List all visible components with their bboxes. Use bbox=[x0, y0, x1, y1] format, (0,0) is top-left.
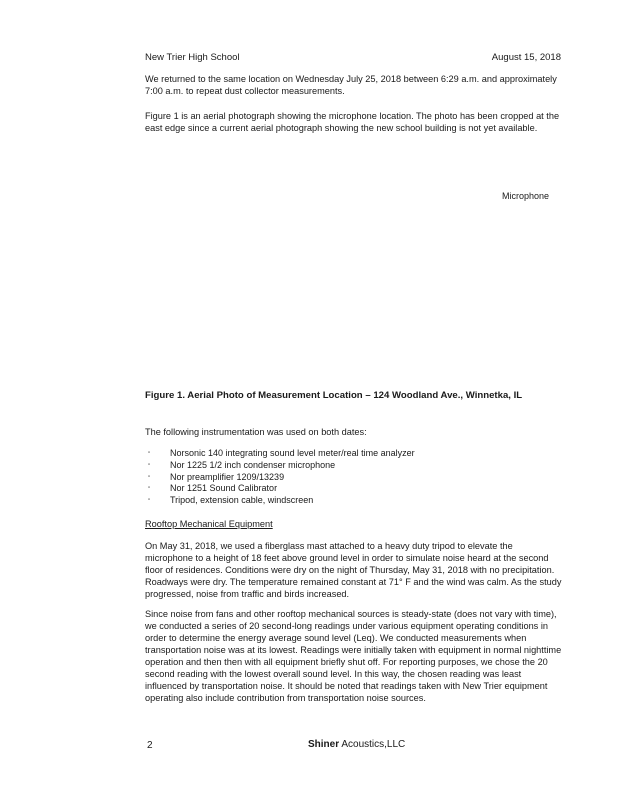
paragraph-measurement-method: Since noise from fans and other rooftop mechanical sources is steady-state (does not vary with time), we conducted a series of 20 second-long readings under various equipment operating conditions in order to determine the energy average sound level (Leq). We conducted measurements when transportation noise was at its lowest. Readings were initially taken with equipment in normal nighttime operation and then then with all equipment briefly shut off. For reporting purposes, we chose the 20 second reading with the lowest overall sound level. In this way, the chosen reading was least influenced by transportation noise. It should be noted that readings taken with New Trier equipment operating also include contribution from transportation noise sources. bbox=[145, 609, 562, 703]
bullet-icon: ▫ bbox=[148, 473, 151, 480]
brand-name-bold: Shiner bbox=[308, 739, 340, 750]
list-item: ▫ Nor preamplifier 1209/13239 bbox=[148, 471, 285, 482]
header-organization: New Trier High School bbox=[145, 52, 240, 63]
bullet-icon: ▫ bbox=[148, 497, 151, 504]
paragraph-measurement-setup: On May 31, 2018, we used a fiberglass mast attached to a heavy duty tripod to elevate the microphone to a height of 18 feet above ground level in order to simulate noise heard at the second floor of residences. Conditions were dry on the night of Thursday, May 31, 2018 with no precipitation. Roadways were dry. The temperature remained constant at 71° F and the wind was calm. As the study progressed, noise from traffic and birds increased. bbox=[145, 541, 562, 599]
header-date: August 15, 2018 bbox=[491, 52, 561, 63]
aerial-photo-area bbox=[145, 150, 563, 382]
figure-caption: Figure 1. Aerial Photo of Measurement Location – 124 Woodland Ave., Winnetka, IL bbox=[145, 390, 523, 401]
list-item: ▫ Tripod, extension cable, windscreen bbox=[148, 495, 314, 506]
footer-brand bbox=[308, 739, 405, 750]
instrument-list bbox=[148, 448, 415, 507]
list-item: ▫ Norsonic 140 integrating sound level meter/real time analyzer bbox=[148, 448, 415, 458]
microphone-label: Microphone bbox=[502, 191, 550, 201]
paragraph-figure-description: Figure 1 is an aerial photograph showing the microphone location. The photo has been cropped at the east edge since a current aerial photograph showing the new school building is not yet available. bbox=[145, 111, 560, 133]
instrumentation-intro: The following instrumentation was used on both dates: bbox=[145, 427, 367, 437]
list-item: ▫ Nor 1251 Sound Calibrator bbox=[148, 483, 278, 494]
section-heading-rooftop: Rooftop Mechanical Equipment bbox=[145, 519, 273, 529]
brand-name-rest: Acoustics,LLC bbox=[339, 739, 406, 750]
bullet-icon: ▫ bbox=[148, 450, 151, 456]
bullet-icon: ▫ bbox=[148, 461, 151, 468]
list-item: ▫ Nor 1225 1/2 inch condenser microphone bbox=[148, 459, 336, 470]
bullet-icon: ▫ bbox=[148, 485, 151, 492]
paragraph-return-visit: We returned to the same location on Wednesday July 25, 2018 between 6:29 a.m. and approximately 7:00 a.m. to repeat dust collector measurements. bbox=[145, 74, 557, 96]
page-number: 2 bbox=[147, 740, 153, 751]
